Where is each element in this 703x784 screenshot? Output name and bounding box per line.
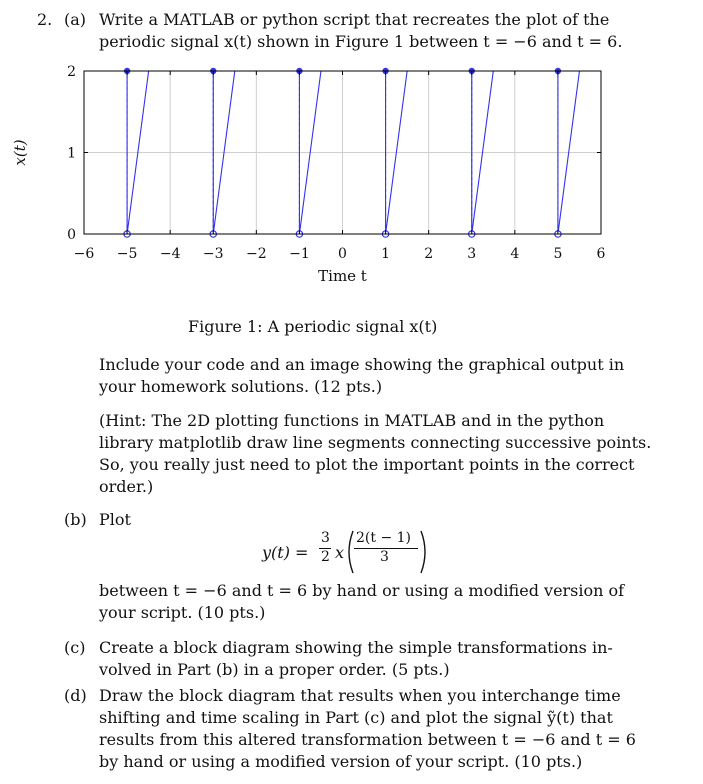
part-a-label: (a) (64, 10, 87, 29)
fraction-denominator: 2 (321, 549, 330, 565)
x-tick-label: 1 (381, 246, 391, 262)
x-tick-label: −4 (159, 246, 181, 262)
x-tick-label: −5 (116, 246, 138, 262)
x-tick-label: 3 (467, 246, 477, 262)
hint-line-1: (Hint: The 2D plotting functions in MATLAB and in the python (99, 411, 605, 430)
equation-y (262, 530, 442, 576)
x-tick-label: 0 (338, 246, 347, 262)
equation-lhs: y(t) = (262, 543, 309, 562)
problem-number: 2. (37, 10, 53, 29)
x-axis-label: Time t (318, 267, 367, 285)
part-c-line-2: volved in Part (b) in a proper order. (5 pts.) (99, 660, 450, 679)
x-tick-label: 4 (510, 246, 520, 262)
y-tick-label: 1 (67, 145, 76, 162)
part-c-label: (c) (64, 638, 86, 657)
x-tick-label: −1 (289, 246, 310, 262)
y-axis-label: x(t) (11, 139, 29, 166)
left-paren (345, 530, 355, 574)
equation-x: x (335, 543, 345, 562)
x-tick-label: −3 (202, 246, 224, 262)
x-tick-label: 6 (596, 246, 606, 262)
hint-line-2: library matplotlib draw line segments connecting successive points. (99, 433, 652, 452)
part-a-line-1: Write a MATLAB or python script that recreates the plot of the (99, 10, 610, 29)
right-paren (419, 530, 429, 574)
argument-denominator: 3 (380, 549, 389, 565)
part-b-label: (b) (64, 510, 87, 529)
hint-line-3: So, you really just need to plot the important points in the correct (99, 455, 635, 474)
x-tick-label: −6 (73, 246, 95, 262)
part-a-include-line-2: your homework solutions. (12 pts.) (99, 377, 383, 396)
part-d-label: (d) (64, 686, 87, 705)
y-tick-label: 2 (67, 64, 76, 80)
part-a-line-2: periodic signal x(t) shown in Figure 1 between t = −6 and t = 6. (99, 32, 623, 51)
part-d-line-3: results from this altered transformation between t = −6 and t = 6 (99, 730, 636, 749)
x-tick-label: −2 (246, 246, 267, 262)
part-b-line-1: between t = −6 and t = 6 by hand or using a modified version of (99, 581, 625, 600)
hint-line-4: order.) (99, 477, 154, 496)
argument-numerator: 2(t − 1) (356, 530, 411, 546)
figure-caption: Figure 1: A periodic signal x(t) (188, 317, 438, 336)
y-tick-label: 0 (67, 227, 76, 243)
part-c-line-1: Create a block diagram showing the simple transformations in- (99, 638, 613, 657)
part-d-line-4: by hand or using a modified version of your script. (10 pts.) (99, 752, 583, 771)
fraction-numerator: 3 (321, 530, 330, 546)
part-b-line-2: your script. (10 pts.) (99, 603, 266, 622)
part-b-title: Plot (99, 510, 131, 529)
figure-1-chart (0, 62, 703, 302)
part-d-line-1: Draw the block diagram that results when you interchange time (99, 686, 621, 705)
x-tick-label: 2 (424, 246, 434, 262)
part-d-line-2: shifting and time scaling in Part (c) and plot the signal ỹ(t) that (99, 708, 613, 727)
x-tick-label: 5 (553, 246, 563, 262)
part-a-include-line-1: Include your code and an image showing the graphical output in (99, 355, 625, 374)
